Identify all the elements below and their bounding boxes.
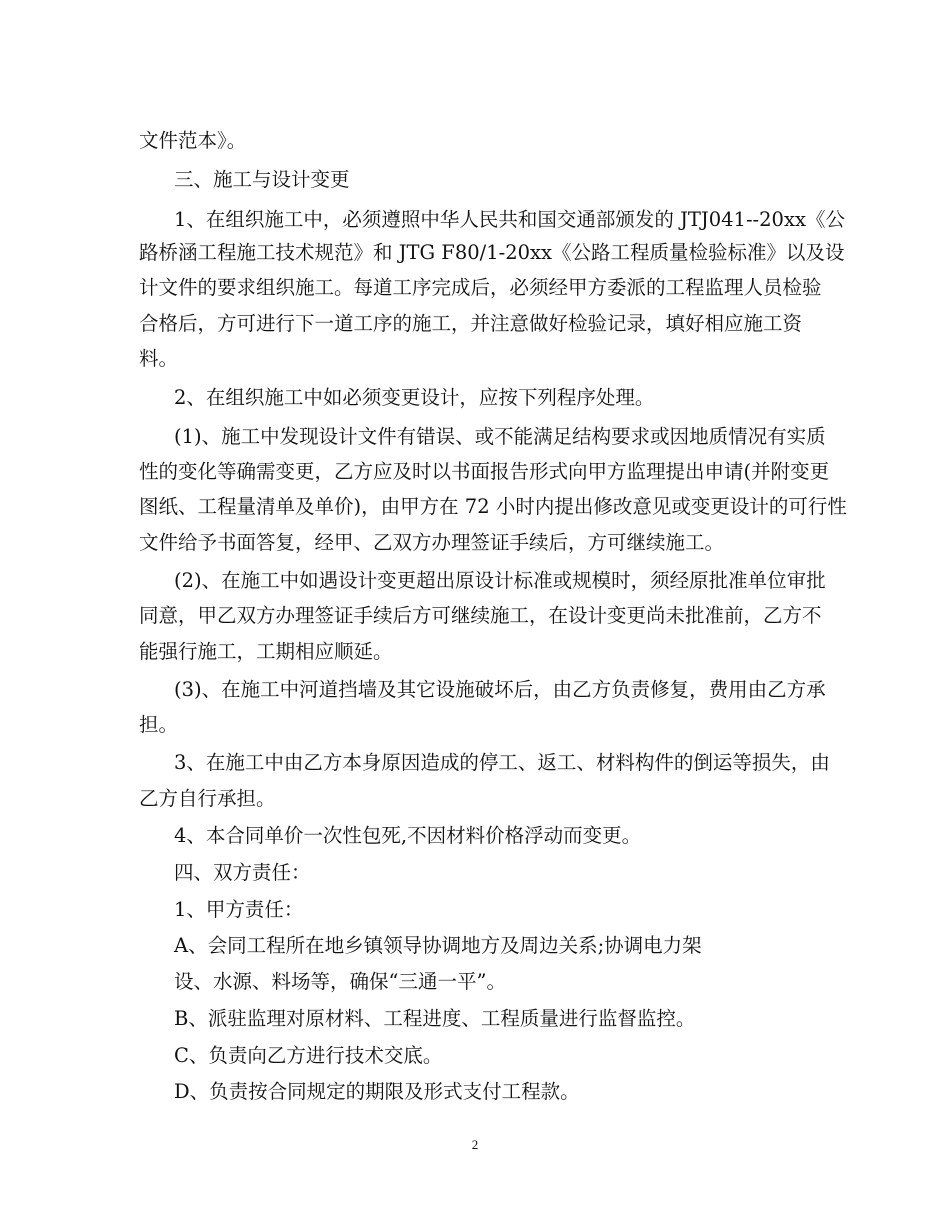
text-line: 3、在施工中由乙方本身原因造成的停工、返工、材料构件的倒运等损失，由 <box>174 751 830 774</box>
text-line: 合格后，方可进行下一道工序的施工，并注意做好检验记录，填好相应施工资 <box>139 312 803 335</box>
text-line: (2)、在施工中如遇设计变更超出原设计标准或规模时，须经原批准单位审批 <box>174 569 826 592</box>
subsection-heading: 1、甲方责任： <box>174 898 304 921</box>
text-line: B、派驻监理对原材料、工程进度、工程质量进行监督监控。 <box>174 1007 696 1030</box>
text-line: 担。 <box>139 713 179 736</box>
text-line: 料。 <box>139 347 179 370</box>
text-line: 文件给予书面答复，经甲、乙双方办理签证手续后，方可继续施工。 <box>139 531 725 554</box>
text-line: 文件范本》。 <box>139 129 247 152</box>
text-line: 路桥涵工程施工技术规范》和 JTG F80/1-20xx《公路工程质量检验标准》以及设 <box>139 241 845 264</box>
text-line: 同意，甲乙双方办理签证手续后方可继续施工，在设计变更尚未批准前，乙方不 <box>139 604 822 627</box>
text-line: 1、在组织施工中，必须遵照中华人民共和国交通部颁发的 JTJ041--20xx《公 <box>174 208 845 231</box>
section-heading: 三、施工与设计变更 <box>174 168 350 191</box>
page-number: 2 <box>471 1137 479 1152</box>
text-line: 设、水源、料场等，确保“三通一平”。 <box>174 970 506 993</box>
section-heading: 四、双方责任： <box>174 861 311 884</box>
text-line: (1)、施工中发现设计文件有错误、或不能满足结构要求或因地质情况有实质 <box>174 425 826 448</box>
text-line: 图纸、工程量清单及单价)，由甲方在 72 小时内提出修改意见或变更设计的可行性 <box>139 495 847 518</box>
text-line: D、负责按合同规定的期限及形式支付工程款。 <box>174 1080 580 1103</box>
text-line: C、负责向乙方进行技术交底。 <box>174 1044 443 1067</box>
text-line: 2、在组织施工中如必须变更设计，应按下列程序处理。 <box>174 386 655 409</box>
text-line: A、会同工程所在地乡镇领导协调地方及周边关系;协调电力架 <box>174 934 702 957</box>
text-line: 计文件的要求组织施工。每道工序完成后，必须经甲方委派的工程监理人员检验 <box>139 276 822 299</box>
text-line: 4、本合同单价一次性包死,不因材料价格浮动而变更。 <box>174 824 642 847</box>
text-line: 乙方自行承担。 <box>139 787 276 810</box>
text-line: 性的变化等确需变更，乙方应及时以书面报告形式向甲方监理提出申请(并附变更 <box>139 460 830 483</box>
text-line: (3)、在施工中河道挡墙及其它设施破坏后，由乙方负责修复，费用由乙方承 <box>174 678 826 701</box>
text-line: 能强行施工，工期相应顺延。 <box>139 640 393 663</box>
